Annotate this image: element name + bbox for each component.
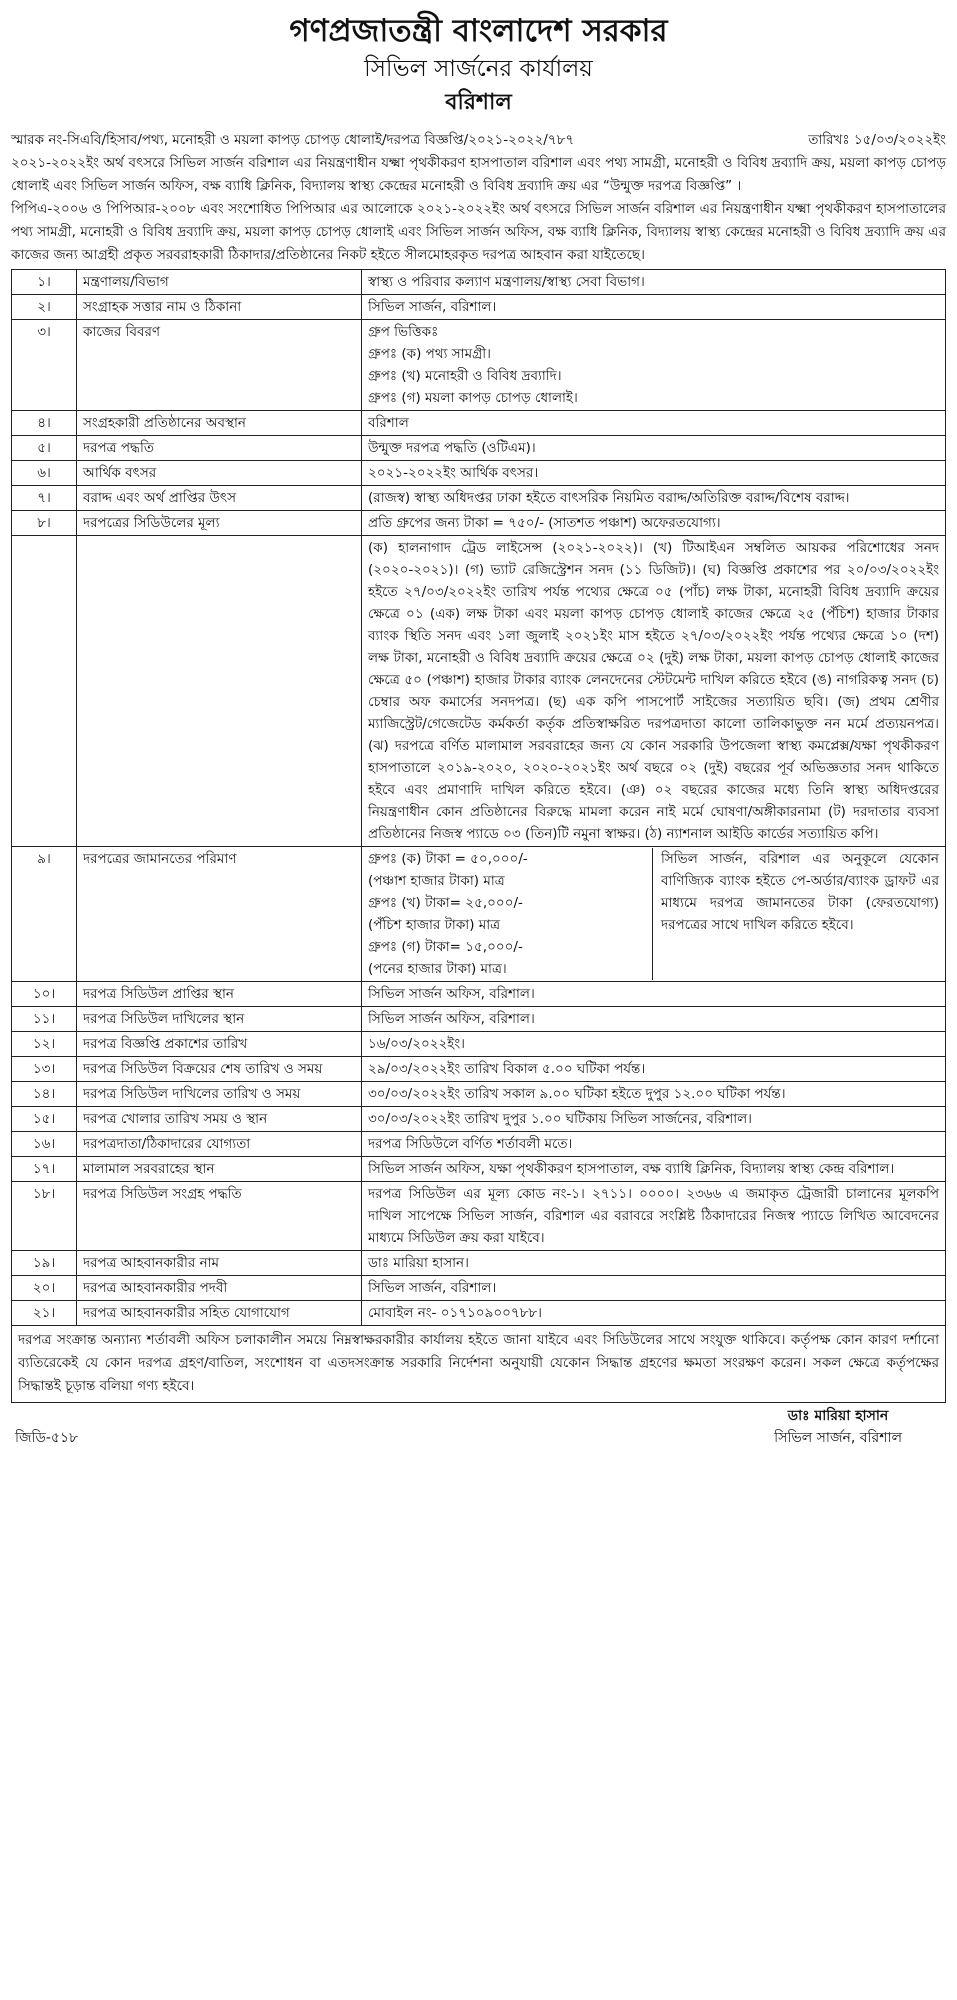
detail-line: (ক) হালনাগাদ ট্রেড লাইসেন্স (২০২১-২০২২)। (খ) টিআইএন সম্বলিত আয়কর পরিশোধের সনদ (২০২০-২০২১)। (গ) ভ্যাট রেজিস্ট্রেশন সনদ (১১ ডিজিট)। (ঘ) বিজ্ঞপ্তি প্রকাশের পর ২০/০৩/২০২২ইং হইতে ২৭/০৩/২০২২ইং তারিখ পর্যন্ত পথ্যের ক্ষেত্রে ০৫ (পাঁচ) লক্ষ টাকা, মনোহরী বিবিধ দ্রব্যাদি ক্রয়ের ক্ষেত্রে ০১ (এক) লক্ষ টাকা এবং ময়লা কাপড় চোপড় ধোলাই কাজের ক্ষেত্রে ২৫ (পঁচিশ) হাজার টাকার ব্যাংক স্থিতি সনদ এবং ১লা জুলাই ২০২১ইং মাস হইতে ২৭/০৩/২০২২ইং পর্যন্ত পথ্যের ক্ষেত্রে ১০ (দশ) লক্ষ টাকা, মনোহরী ও বিবিধ দ্রব্যাদি ক্রয়ের ক্ষেত্রে ০২ (দুই) লক্ষ টাকা, ময়লা কাপড় চোপড় ধোলাই কাজের ক্ষেত্রে ৫০ (পঞ্চাশ) হাজার টাকার ব্যাংক লেনদেনের স্টেটমেন্ট দাখিল করিতে হইবে (ঙ) নাগরিকত্ব সনদ (চ) চেম্বার অফ কমার্সের সনদপত্র। (ছ) এক কপি পাসপোর্ট সাইজের সত্যায়িত ছবি। (জ) প্রথম শ্রেণীর ম্যাজিস্ট্রেট/গেজেটেড কর্মকর্তা কর্তৃক প্রতিস্বাক্ষরিত দরপত্রদাতা কালো তালিকাভুক্ত নন মর্মে প্রত্যয়নপত্র। (ঝ) দরপত্রে বর্ণিত মালামাল সরবরাহের জন্য যে কোন সরকারি উপজেলা স্বাস্থ্য কমপ্লেক্স/যক্ষা পৃথকীকরণ হাসপাতালে ২০১৯-২০২০, ২০২০-২০২১ইং অর্থ বছরে ০২ (দুই) বছরের পূর্ব অভিজ্ঞতার সনদ থাকিতে হইবে এবং প্রমাণাদি দাখিল করিতে হইবে। (ঞ) ০২ বছরের কাজের মধ্যে তিনি স্বাস্থ্য অধিদপ্তরের নিয়ন্ত্রণাধীন কোন প্রতিষ্ঠানের বিরুদ্ধে মামলা করেন নাই মর্মে ঘোষণা/অঙ্গীকারনামা (ট) দরদাতার ব্যবসা প্রতিষ্ঠানের নিজস্ব প্যাডে ০৩ (তিন)টি নমুনা স্বাক্ষর। (ঠ) ন্যাশনাল আইডি কার্ডের সত্যায়িত কপি। bbox=[368, 540, 939, 842]
deposit-line: (পঞ্চাশ হাজার টাকা) মাত্র bbox=[368, 873, 505, 889]
row-detail bbox=[362, 436, 946, 461]
intro-paragraph-1: ২০২১-২০২২ইং অর্থ বৎসরে সিভিল সার্জন বরিশাল এর নিয়ন্ত্রণাধীন যক্ষ্মা পৃথকীকরণ হাসপাতাল বরিশাল এবং পথ্য সামগ্রী, মনোহরী ও বিবিধ দ্রব্যাদি ক্রয়, ময়লা কাপড় চোপড় ধোলাই এবং সিভিল সার্জন অফিস, বক্ষ ব্যাধি ক্লিনিক, বিদ্যালয় স্বাস্থ্য কেন্দ্রের মনোহরী ও বিবিধ দ্রব্যাদি ক্রয় এর “উন্মুক্ত দরপত্র বিজ্ঞপ্তি” । bbox=[11, 155, 946, 194]
row-number: ১৩। bbox=[12, 1057, 77, 1082]
table-row bbox=[12, 847, 946, 982]
row-number: ৩। bbox=[12, 320, 77, 411]
detail-line: সিভিল সার্জন, বরিশাল। bbox=[368, 1280, 497, 1296]
table-row bbox=[12, 461, 946, 486]
row-detail bbox=[362, 1057, 946, 1082]
row-number: ৯। bbox=[12, 847, 77, 982]
table-row bbox=[12, 511, 946, 536]
memo-line bbox=[11, 128, 946, 152]
detail-line: দরপত্র সিডিউলে বর্ণিত শর্তাবলী মতে। bbox=[368, 1136, 573, 1152]
row-item: দরপত্র বিজ্ঞপ্তি প্রকাশের তারিখ bbox=[77, 1032, 362, 1057]
row-number: ১৮। bbox=[12, 1182, 77, 1251]
terms-note: দরপত্র সংক্রান্ত অন্যান্য শর্তাবলী অফিস চলাকালীন সময়ে নিম্নস্বাক্ষরকারীর কার্যালয় হইতে জানা যাইবে এবং সিডিউলের সাথে সংযুক্ত থাকিবে। কর্তৃপক্ষ কোন কারণ দর্শানো ব্যতিরেকেই যে কোন দরপত্র গ্রহণ/বাতিল, সংশোধন বা এতদসংক্রান্ত সরকারি নির্দেশনা অনুযায়ী যেকোন সিদ্ধান্ত গ্রহণের ক্ষমতা সংরক্ষণ করেন। সকল ক্ষেত্রে কর্তৃপক্ষের সিদ্ধান্তই চূড়ান্ত বলিয়া গণ্য হইবে। bbox=[11, 1326, 946, 1403]
row-item: দরপত্র আহবানকারীর নাম bbox=[77, 1251, 362, 1276]
row-detail bbox=[362, 1157, 946, 1182]
row-detail bbox=[362, 270, 946, 295]
detail-line: মোবাইল নং- ০১৭১০৯০০৭৮৮। bbox=[368, 1305, 543, 1321]
row-number: ১৬। bbox=[12, 1132, 77, 1157]
detail-line: বরিশাল bbox=[368, 415, 409, 431]
detail-line: গ্রুপঃ (খ) মনোহরী ও বিবিধ দ্রব্যাদি। bbox=[368, 368, 562, 384]
row-item: দরপত্রদাতা/ঠিকাদারের যোগ্যতা bbox=[77, 1132, 362, 1157]
table-row bbox=[12, 270, 946, 295]
row-item: দরপত্রের সিডিউলের মূল্য bbox=[77, 511, 362, 536]
detail-line: ১৬/০৩/২০২২ইং। bbox=[368, 1036, 465, 1052]
table-row bbox=[12, 320, 946, 411]
row-number: ১। bbox=[12, 270, 77, 295]
deposit-line: (পঁচিশ হাজার টাকা) মাত্র bbox=[368, 917, 501, 933]
row-item: দরপত্রের জামানতের পরিমাণ bbox=[77, 847, 362, 982]
deposit-line: গ্রুপঃ (গ) টাকা= ১৫,০০০/- bbox=[368, 939, 523, 955]
row-number: ৮। bbox=[12, 511, 77, 536]
table-row bbox=[12, 1301, 946, 1326]
row-detail bbox=[362, 536, 946, 847]
signature-block bbox=[11, 1405, 946, 1449]
row-number: ৭। bbox=[12, 486, 77, 511]
tender-details-table bbox=[11, 269, 946, 1326]
row-number: ২০। bbox=[12, 1276, 77, 1301]
row-item: দরপত্র সিডিউল বিক্রয়ের শেষ তারিখ ও সময় bbox=[77, 1057, 362, 1082]
row-detail bbox=[362, 1301, 946, 1326]
row-item: দরপত্র পদ্ধতি bbox=[77, 436, 362, 461]
detail-line: ডাঃ মারিয়া হাসান। bbox=[368, 1255, 469, 1271]
detail-line: (রাজস্ব) স্বাস্থ্য অধিদপ্তর ঢাকা হইতে বাৎসরিক নিয়মিত বরাদ্দ/অতিরিক্ত বরাদ্দ/বিশেষ বরাদ্দ। bbox=[368, 490, 850, 506]
row-detail bbox=[362, 320, 946, 411]
intro-paragraph-2: পিপিএ-২০০৬ ও পিপিআর-২০০৮ এবং সংশোধিত পিপিআর এর আলোকে ২০২১-২০২২ইং অর্থ বৎসরে সিভিল সার্জন বরিশাল এর নিয়ন্ত্রণাধীন যক্ষ্মা পৃথকীকরণ হাসপাতালের পথ্য সামগ্রী, মনোহরী ও বিবিধ দ্রব্যাদি ক্রয়, ময়লা কাপড় চোপড় ধোলাই এবং সিভিল সার্জন অফিস, বক্ষ ব্যাধি ক্লিনিক, বিদ্যালয় স্বাস্থ্য কেন্দ্রের মনোহরী ও বিবিধ দ্রব্যাদি ক্রয় এর কাজের জন্য আগ্রহী প্রকৃত সরবরাহকারী ঠিকাদার/প্রতিষ্ঠানের নিকট হইতে সীলমোহরকৃত দরপত্র আহবান করা যাইতেছে। bbox=[11, 201, 946, 263]
row-detail bbox=[362, 295, 946, 320]
row-detail bbox=[362, 982, 946, 1007]
row-item: দরপত্র খোলার তারিখ সময় ও স্থান bbox=[77, 1107, 362, 1132]
detail-line: দরপত্র সিডিউল এর মূল্য কোড নং-১। ২৭১১। ০০০০। ২৩৬৬ এ জমাকৃত ট্রেজারী চালানের মূলকপি দাখিল সাপেক্ষে সিভিল সার্জন, বরিশাল এর বরাবরে সংশ্লিষ্ট ঠিকাদারের নিজস্ব প্যাডে লিখিত আবেদনের মাধ্যমে সিডিউল ক্রয় করা যাইবে। bbox=[368, 1186, 939, 1246]
row-detail bbox=[362, 847, 946, 982]
detail-line: সিভিল সার্জন অফিস, যক্ষা পৃথকীকরণ হাসপাতাল, বক্ষ ব্যাধি ক্লিনিক, বিদ্যালয় স্বাস্থ্য কেন্দ্র বরিশাল। bbox=[368, 1161, 895, 1177]
row-item: আর্থিক বৎসর bbox=[77, 461, 362, 486]
table-row bbox=[12, 295, 946, 320]
location-title: বরিশাল bbox=[445, 89, 512, 115]
table-row bbox=[12, 536, 946, 847]
row-item bbox=[77, 536, 362, 847]
signer-name: ডাঃ মারিয়া হাসান bbox=[787, 1408, 889, 1424]
table-row bbox=[12, 1132, 946, 1157]
row-number bbox=[12, 536, 77, 847]
detail-line: সিভিল সার্জন অফিস, বরিশাল। bbox=[368, 986, 535, 1002]
row-detail bbox=[362, 411, 946, 436]
table-row bbox=[12, 982, 946, 1007]
table-row bbox=[12, 1182, 946, 1251]
row-item: মালামাল সরবরাহের স্থান bbox=[77, 1157, 362, 1182]
row-number: ২। bbox=[12, 295, 77, 320]
row-detail bbox=[362, 1007, 946, 1032]
table-row bbox=[12, 1157, 946, 1182]
table-row bbox=[12, 411, 946, 436]
row-number: ১০। bbox=[12, 982, 77, 1007]
row-item: সংগ্রহকারী প্রতিষ্ঠানের অবস্থান bbox=[77, 411, 362, 436]
table-row bbox=[12, 1032, 946, 1057]
detail-line: উন্মুক্ত দরপত্র পদ্ধতি (ওটিএম)। bbox=[368, 440, 536, 456]
detail-line: গ্রুপঃ (ক) পথ্য সামগ্রী। bbox=[368, 346, 491, 362]
row-item: সংগ্রাহক সত্তার নাম ও ঠিকানা bbox=[77, 295, 362, 320]
detail-line: ৩০/০৩/২০২২ইং তারিখ সকাল ৯.০০ ঘটিকা হইতে দুপুর ১২.০০ ঘটিকা পর্যন্ত। bbox=[368, 1086, 786, 1102]
row-number: ১১। bbox=[12, 1007, 77, 1032]
detail-line: ৩০/০৩/২০২২ইং তারিখ দুপুর ১.০০ ঘটিকায় সিভিল সার্জনের, বরিশাল। bbox=[368, 1111, 753, 1127]
row-detail bbox=[362, 461, 946, 486]
detail-line: ২০২১-২০২২ইং আর্থিক বৎসর। bbox=[368, 465, 539, 481]
row-number: ৬। bbox=[12, 461, 77, 486]
deposit-amounts bbox=[368, 848, 646, 980]
table-row bbox=[12, 1276, 946, 1301]
row-detail bbox=[362, 1276, 946, 1301]
row-number: ১৪। bbox=[12, 1082, 77, 1107]
detail-line: সিভিল সার্জন, বরিশাল। bbox=[368, 299, 497, 315]
deposit-line: গ্রুপঃ (ক) টাকা = ৫০,০০০/- bbox=[368, 851, 528, 867]
government-title: গণপ্রজাতন্ত্রী বাংলাদেশ সরকার bbox=[289, 13, 668, 49]
row-number: ১৯। bbox=[12, 1251, 77, 1276]
row-item: বরাদ্দ এবং অর্থ প্রাপ্তির উৎস bbox=[77, 486, 362, 511]
row-detail bbox=[362, 486, 946, 511]
table-row bbox=[12, 1007, 946, 1032]
detail-line: গ্রুপ ভিত্তিকঃ bbox=[368, 324, 439, 340]
row-item: দরপত্র আহবানকারীর সহিত যোগাযোগ bbox=[77, 1301, 362, 1326]
detail-line: স্বাস্থ্য ও পরিবার কল্যাণ মন্ত্রণালয়/স্বাস্থ্য সেবা বিভাগ। bbox=[368, 274, 645, 290]
row-detail bbox=[362, 511, 946, 536]
row-detail bbox=[362, 1082, 946, 1107]
memo-number: স্মারক নং-সিএবি/হিসাব/পথ্য, মনোহরী ও ময়লা কাপড় চোপড় ধোলাই/দরপত্র বিজ্ঞপ্তি/২০২১-২০২২/৭৮৭ bbox=[11, 132, 575, 148]
row-item: কাজের বিবরণ bbox=[77, 320, 362, 411]
table-row bbox=[12, 436, 946, 461]
row-item: দরপত্র সিডিউল সংগ্রহ পদ্ধতি bbox=[77, 1182, 362, 1251]
detail-line: প্রতি গ্রুপের জন্য টাকা = ৭৫০/- (সাতশত পঞ্চাশ) অফেরতযোগ্য। bbox=[368, 515, 721, 531]
office-title: সিভিল সার্জনের কার্যালয় bbox=[364, 56, 593, 82]
row-detail bbox=[362, 1182, 946, 1251]
row-item: দরপত্র আহবানকারীর পদবী bbox=[77, 1276, 362, 1301]
memo-date: তারিখঃ ১৫/০৩/২০২২ইং bbox=[808, 132, 946, 148]
signer bbox=[774, 1405, 902, 1449]
row-number: ২১। bbox=[12, 1301, 77, 1326]
row-number: ১৫। bbox=[12, 1107, 77, 1132]
row-detail bbox=[362, 1251, 946, 1276]
row-item: মন্ত্রণালয়/বিভাগ bbox=[77, 270, 362, 295]
row-detail bbox=[362, 1032, 946, 1057]
table-row bbox=[12, 1082, 946, 1107]
row-item: দরপত্র সিডিউল প্রাপ্তির স্থান bbox=[77, 982, 362, 1007]
notice-header bbox=[11, 10, 946, 118]
signer-title: সিভিল সার্জন, বরিশাল bbox=[774, 1430, 902, 1446]
deposit-instruction-text: সিভিল সার্জন, বরিশাল এর অনুকূলে যেকোন বাণিজ্যিক ব্যাংক হইতে পে-অর্ডার/ব্যাংক ড্রাফট এর মাধ্যমে দরপত্র জামানতের টাকা (ফেরতযোগ্য) দরপত্রের সাথে দাখিল করিতে হইবে। bbox=[661, 851, 939, 933]
row-number: ১৭। bbox=[12, 1157, 77, 1182]
row-number: ৪। bbox=[12, 411, 77, 436]
deposit-line: গ্রুপঃ (খ) টাকা= ২৫,০০০/- bbox=[368, 895, 523, 911]
table-row bbox=[12, 1251, 946, 1276]
table-row bbox=[12, 1057, 946, 1082]
detail-line: ২৯/০৩/২০২২ইং তারিখ বিকাল ৫.০০ ঘটিকা পর্যন্ত। bbox=[368, 1061, 646, 1077]
row-detail bbox=[362, 1132, 946, 1157]
table-row bbox=[12, 486, 946, 511]
row-item: দরপত্র সিডিউল দাখিলের তারিখ ও সময় bbox=[77, 1082, 362, 1107]
deposit-line: (পনের হাজার টাকা) মাত্র। bbox=[368, 961, 507, 977]
row-item: দরপত্র সিডিউল দাখিলের স্থান bbox=[77, 1007, 362, 1032]
table-row bbox=[12, 1107, 946, 1132]
detail-line: গ্রুপঃ (গ) ময়লা কাপড় চোপড় ধোলাই। bbox=[368, 390, 578, 406]
row-detail bbox=[362, 1107, 946, 1132]
gd-code: জিডি-৫১৮ bbox=[15, 1430, 79, 1446]
row-number: ৫। bbox=[12, 436, 77, 461]
detail-line: সিভিল সার্জন অফিস, বরিশাল। bbox=[368, 1011, 535, 1027]
row-number: ১২। bbox=[12, 1032, 77, 1057]
deposit-instructions bbox=[652, 848, 939, 980]
